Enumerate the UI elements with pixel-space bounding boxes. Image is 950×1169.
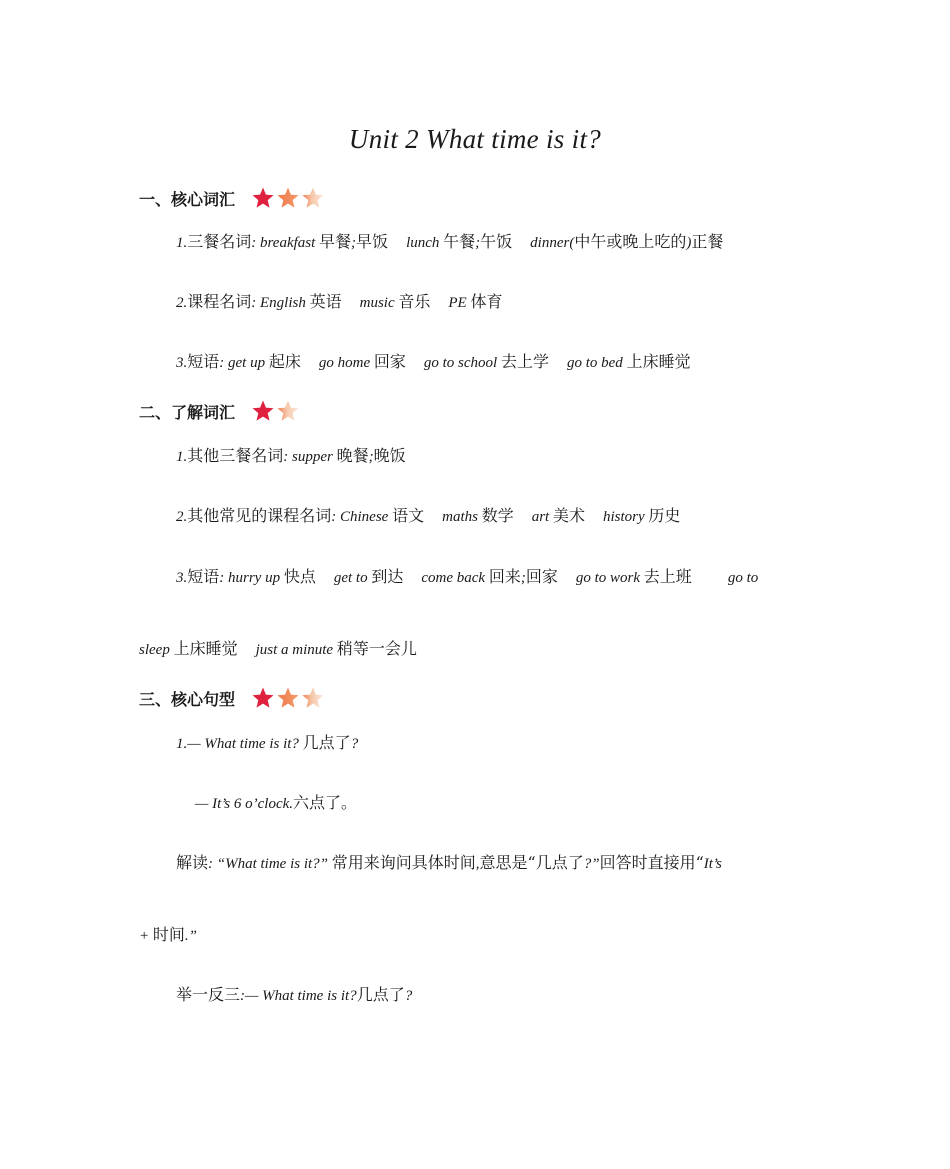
chinese-text: 晚饭 [373,446,406,465]
chinese-text: 音乐 [398,292,431,311]
chinese-text: 早餐 [319,232,352,251]
english-text: : Chinese [331,509,393,525]
chinese-text: 几点了 [302,733,351,752]
english-text: 2. [176,509,188,525]
english-text: go to work [575,570,644,586]
vocab-line-phrases [176,350,691,375]
vocab-line-phrases-extra [176,565,758,590]
section-heading-text: 三、核心句型 [139,689,236,709]
vocab-line-subjects [176,290,502,315]
english-text: lunch [406,235,444,251]
english-text: maths [442,509,482,525]
chinese-text: 课程名词 [187,292,252,311]
chinese-text: 回来 [488,567,521,586]
english-text: : “What time is it?” [208,856,332,872]
english-text: go home [318,355,374,371]
chinese-text: 短语 [187,567,220,586]
section-heading-text: 二、了解词汇 [139,402,236,422]
chinese-text: 时间 [152,925,185,944]
english-text: go to school [423,355,501,371]
english-text: : English [251,295,310,311]
document-title: Unit 2 What time is it? [348,124,602,154]
english-text: ; [368,449,374,465]
star-icon [276,186,300,210]
english-text: .” [184,928,197,944]
star-icon [251,686,275,710]
english-text: ; [475,235,481,251]
chinese-text: 英语 [309,292,342,311]
english-text: music [359,295,399,311]
section-heading-core-vocab [139,184,325,212]
chinese-text: 短语 [187,352,220,371]
explanation-line-cont [139,923,197,948]
english-text: It’s [703,856,722,872]
star-icon [251,186,275,210]
section-heading-text: 一、核心词汇 [139,189,236,209]
chinese-text: 起床 [268,352,301,371]
sentence-answer [195,791,357,816]
english-text: history [603,509,649,525]
english-text: 3. [176,570,188,586]
english-text: just a minute [255,642,337,658]
star-icon [251,399,275,423]
english-text: : breakfast [251,235,320,251]
difficulty-stars [251,186,325,210]
vocab-line-meals [176,230,723,255]
english-text: sleep [139,642,174,658]
chinese-text: 三餐名词 [187,232,252,251]
english-text: : get up [219,355,269,371]
english-text: 1. [176,449,188,465]
explanation-line [176,851,722,876]
chinese-text: 语文 [392,506,425,525]
chinese-text: 回答时直接用“ [599,853,704,872]
chinese-text: 去上班 [643,567,692,586]
difficulty-stars [251,399,300,423]
english-text: ? [404,988,413,1004]
difficulty-stars [251,686,325,710]
chinese-text: 举一反三 [176,985,241,1004]
chinese-text: 美术 [552,506,585,525]
english-text: ) [686,235,692,251]
english-text: ? [350,736,359,752]
chinese-text: 上床睡觉 [173,639,238,658]
chinese-text: 中午或晚上吃的 [574,232,687,251]
chinese-text: 午餐 [443,232,476,251]
sentence-question [176,731,358,756]
chinese-text: 早饭 [356,232,389,251]
english-text: — It’s 6 o’clock. [195,796,294,812]
chinese-text: 快点 [283,567,316,586]
english-text: come back [421,570,489,586]
english-text: :— What time is it? [240,988,357,1004]
chinese-text: 数学 [481,506,514,525]
english-text: PE [448,295,471,311]
english-text: 3. [176,355,188,371]
practice-line [176,983,412,1008]
english-text: ?” [583,856,600,872]
vocab-line-phrases-extra-cont [139,637,417,662]
english-text: go to [727,570,759,586]
chinese-text: 上床睡觉 [626,352,691,371]
chinese-text: 历史 [648,506,681,525]
chinese-text: 去上学 [500,352,549,371]
chinese-text: 回家 [525,567,558,586]
chinese-text: 解读 [176,853,209,872]
english-text: ; [520,570,526,586]
star-half-icon [301,686,325,710]
english-text: , [475,856,480,872]
chinese-text: 午饭 [480,232,513,251]
star-half-icon [276,399,300,423]
vocab-line-subjects-extra [176,504,680,529]
section-heading-extra-vocab [139,397,300,425]
english-text: + [139,928,153,944]
section-heading-core-sentences [139,684,325,712]
english-text: : supper [283,449,337,465]
english-text: 1.— What time is it? [176,736,303,752]
chinese-text: 六点了。 [293,793,358,812]
english-text: : hurry up [219,570,284,586]
chinese-text: 几点了 [356,985,405,1004]
star-half-icon [301,186,325,210]
english-text: ; [351,235,357,251]
english-text: get to [333,570,372,586]
chinese-text: 其他常见的课程名词 [187,506,332,525]
chinese-text: 回家 [373,352,406,371]
chinese-text: 到达 [371,567,404,586]
chinese-text: 常用来询问具体时间 [331,853,476,872]
chinese-text: 正餐 [691,232,724,251]
chinese-text: 其他三餐名词 [187,446,284,465]
star-icon [276,686,300,710]
chinese-text: 体育 [470,292,503,311]
english-text: dinner( [530,235,575,251]
chinese-text: 晚餐 [336,446,369,465]
english-text: 1. [176,235,188,251]
english-text: 2. [176,295,188,311]
chinese-text: 意思是“几点了 [479,853,584,872]
english-text: go to bed [566,355,627,371]
vocab-line-meals-extra [176,444,406,469]
english-text: art [531,509,553,525]
chinese-text: 稍等一会儿 [336,639,417,658]
